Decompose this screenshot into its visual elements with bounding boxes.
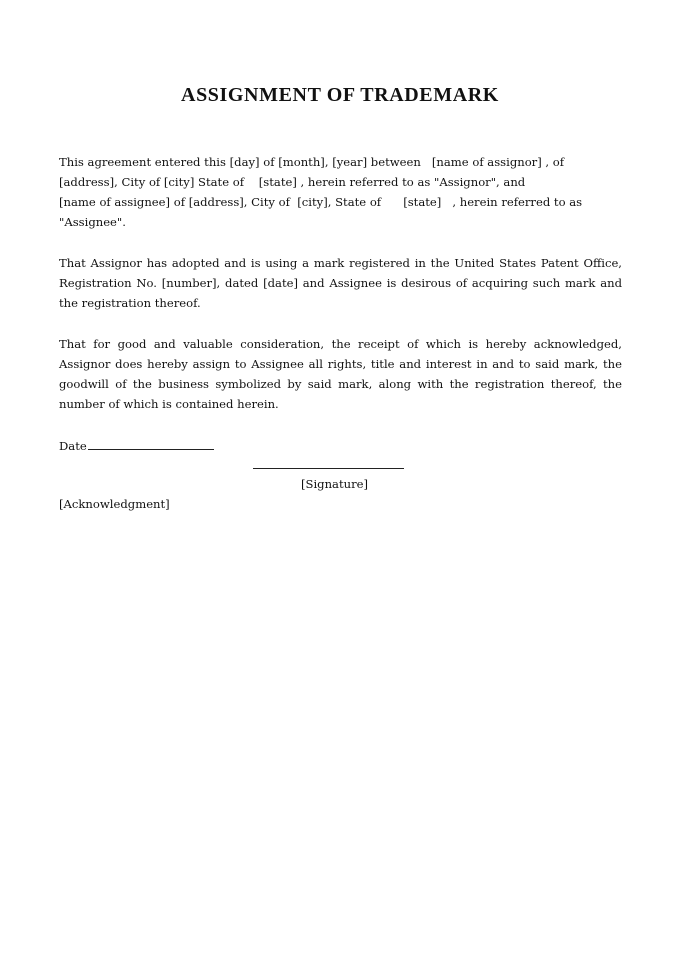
date-field xyxy=(59,435,214,456)
parties-line-2: [address], City of [city] State of [state] , herein referred to as "Assignor", and xyxy=(59,175,526,189)
document-title: ASSIGNMENT OF TRADEMARK xyxy=(181,84,499,106)
signature-line[interactable] xyxy=(253,468,404,469)
date-label: Date xyxy=(59,439,87,453)
parties-line-4: "Assignee". xyxy=(59,215,126,229)
consideration-paragraph: That for good and valuable consideration, the receipt of which is hereby acknowledged, Assignor does hereby assign to Assignee all rights, title and interest in and to said mark, the goodwill of the business symbolized by said mark, along with the registration thereof, the number of which is contained herein. xyxy=(59,337,622,411)
parties-line-1: This agreement entered this [day] of [month], [year] between [name of assignor] , of xyxy=(59,155,565,169)
registration-paragraph: That Assignor has adopted and is using a mark registered in the United States Patent Office, Registration No. [number], dated [date] and Assignee is desirous of acquiring such mark and the registration thereof. xyxy=(59,256,622,310)
parties-paragraph xyxy=(59,152,622,232)
parties-line-3: [name of assignee] of [address], City of [city], State of [state] , herein referred to as xyxy=(59,195,583,209)
signature-label: [Signature] xyxy=(300,477,369,491)
date-blank-line[interactable] xyxy=(88,435,214,450)
acknowledgment-label: [Acknowledgment] xyxy=(59,497,170,511)
